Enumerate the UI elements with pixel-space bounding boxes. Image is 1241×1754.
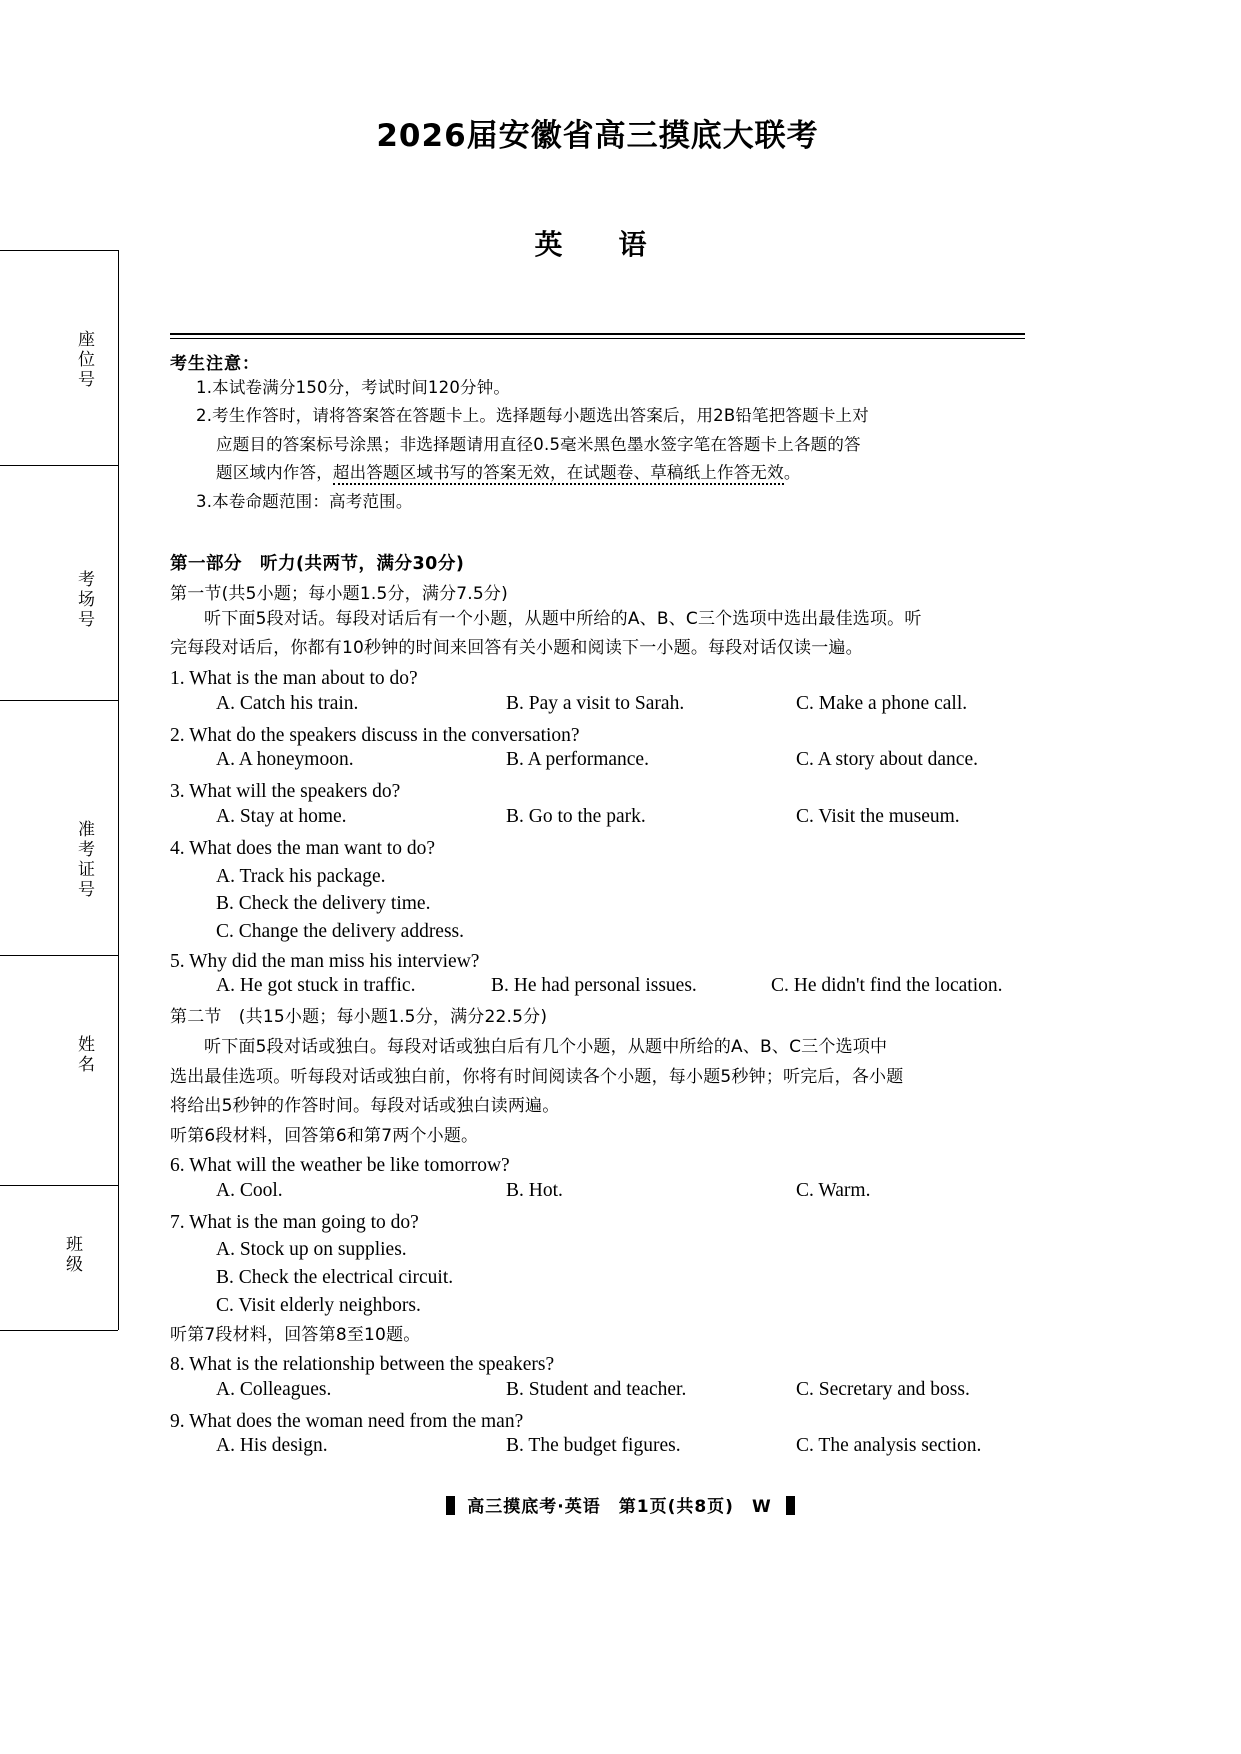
notice-item-2-emphasis: 超出答题区域书写的答案无效，在试题卷、草稿纸上作答无效: [333, 463, 784, 485]
question-stem: [170, 1152, 1025, 1180]
option-a[interactable]: A. Cool.: [216, 1179, 283, 1201]
section-two-intro-line-1: 听下面5段对话或独白。每段对话或独白后有几个小题，从题中所给的A、B、C三个选项中: [204, 1036, 888, 1057]
field-label-exam-room: 考场号: [75, 570, 94, 630]
question-text: What does the woman need from the man?: [189, 1410, 524, 1432]
notice-item-2-line-3a: 题区域内作答，: [216, 463, 333, 483]
notice-item-2-line-1: 2.考生作答时，请将答案答在答题卡上。选择题每小题选出答案后，用2B铅笔把答题卡上对: [196, 406, 869, 426]
option-c[interactable]: C. Visit elderly neighbors.: [216, 1294, 421, 1316]
option-b[interactable]: B. Check the delivery time.: [216, 893, 431, 915]
question-options: [216, 1236, 1025, 1319]
question-number: 4.: [170, 838, 185, 859]
question-stem: [170, 1209, 1025, 1237]
option-b[interactable]: B. He had personal issues.: [491, 975, 697, 997]
question-text: What is the man about to do?: [189, 667, 418, 689]
option-b[interactable]: B. A performance.: [506, 749, 649, 771]
notice-item-1: 1.本试卷满分150分，考试时间120分钟。: [196, 378, 511, 397]
page-footer: [0, 1490, 1241, 1519]
write-line-2: [0, 700, 60, 701]
question-number: 2.: [170, 724, 185, 746]
section-two-heading: 第二节 (共15小题；每小题1.5分，满分22.5分): [170, 1007, 548, 1028]
question-options: [216, 749, 1025, 776]
question-stem: [170, 665, 1025, 693]
question-text: What does the man want to do?: [189, 838, 436, 859]
question-stem: [170, 1351, 1025, 1379]
question-number: 8.: [170, 1354, 185, 1376]
question-options: [216, 1379, 1025, 1406]
question-stem: [170, 948, 1025, 976]
footer-text: 高三摸底考·英语 第1页(共8页) W: [467, 1497, 772, 1517]
question-number: 5.: [170, 950, 185, 972]
question-options: [216, 863, 1025, 946]
write-line-3: [0, 955, 60, 956]
option-a[interactable]: A. Catch his train.: [216, 692, 359, 714]
write-line-4: [0, 1185, 60, 1186]
question-stem: [170, 722, 1025, 750]
question-text: What do the speakers discuss in the conversation?: [189, 724, 580, 746]
strip-divider-line: [118, 250, 119, 1330]
option-c[interactable]: C. The analysis section.: [796, 1435, 982, 1457]
section-one-heading: 第一节(共5小题；每小题1.5分，满分7.5分): [170, 583, 508, 604]
question-options: [216, 806, 1025, 833]
notice-heading: 考生注意：: [170, 354, 260, 374]
option-b[interactable]: B. Go to the park.: [506, 806, 646, 827]
footer-bar-right-icon: [786, 1496, 795, 1515]
section-two-intro-line-2: 选出最佳选项。听每段对话或独白前，你将有时间阅读各个小题，每小题5秒钟；听完后，各小题: [170, 1066, 904, 1087]
option-a[interactable]: A. Stay at home.: [216, 806, 347, 827]
option-b[interactable]: B. Hot.: [506, 1179, 563, 1201]
question-number: 7.: [170, 1211, 185, 1233]
section-one-intro-line-2: 完每段对话后，你都有10秒钟的时间来回答有关小题和阅读下一小题。每段对话仅读一遍。: [170, 638, 863, 659]
question-options: [216, 975, 1025, 1002]
option-b[interactable]: B. Student and teacher.: [506, 1378, 687, 1400]
part-one-heading: 第一部分 听力(共两节，满分30分): [170, 553, 465, 574]
field-label-class: 班级: [63, 1235, 82, 1275]
option-a[interactable]: A. A honeymoon.: [216, 749, 354, 771]
field-label-name: 姓名: [75, 1035, 94, 1075]
write-line-1: [0, 465, 60, 466]
page-title: 2026届安徽省高三摸底大联考: [376, 118, 819, 154]
section-one-intro-line-1: 听下面5段对话。每段对话后有一个小题，从题中所给的A、B、C三个选项中选出最佳选项。听: [204, 608, 922, 629]
option-c[interactable]: C. Make a phone call.: [796, 692, 968, 714]
question-options: [216, 1180, 1025, 1207]
notice-item-2-line-3: [216, 459, 1025, 487]
option-c[interactable]: C. Visit the museum.: [796, 806, 960, 827]
option-c[interactable]: C. Secretary and boss.: [796, 1378, 970, 1400]
question-number: 3.: [170, 781, 185, 803]
field-label-admission-ticket: 准考证号: [75, 820, 94, 900]
question-text: What is the relationship between the speakers?: [189, 1354, 555, 1376]
option-b[interactable]: B. The budget figures.: [506, 1435, 681, 1457]
strip-rule-bottom: [0, 1330, 118, 1331]
question-options: [216, 1435, 1025, 1462]
divider-double-rule: [170, 333, 1025, 339]
option-b[interactable]: B. Pay a visit to Sarah.: [506, 692, 685, 714]
option-a[interactable]: A. Track his package.: [216, 865, 386, 887]
material-6-label: 听第6段材料，回答第6和第7两个小题。: [170, 1125, 479, 1146]
option-a[interactable]: A. His design.: [216, 1435, 328, 1457]
notice-item-3: 3.本卷命题范围：高考范围。: [196, 491, 413, 511]
footer-bar-left-icon: [446, 1496, 455, 1515]
option-a[interactable]: A. Colleagues.: [216, 1378, 332, 1400]
question-stem: [170, 1408, 1025, 1436]
notice-item-2: [196, 402, 1025, 487]
option-a[interactable]: A. He got stuck in traffic.: [216, 975, 416, 997]
field-label-seat-number: 座位号: [75, 330, 94, 390]
question-options: [216, 693, 1025, 720]
option-c[interactable]: C. Change the delivery address.: [216, 921, 465, 943]
question-text: What will the weather be like tomorrow?: [189, 1155, 510, 1177]
notice-item-2-line-2: 应题目的答案标号涂黑；非选择题请用直径0.5毫米黑色墨水签字笔在答题卡上各题的答: [216, 434, 861, 454]
question-number: 9.: [170, 1410, 185, 1432]
question-stem: [170, 778, 1025, 806]
notice-item-2-line-3c: 。: [783, 463, 801, 483]
question-text: Why did the man miss his interview?: [189, 950, 480, 972]
option-c[interactable]: C. He didn't find the location.: [771, 975, 1003, 997]
strip-rule-top: [0, 250, 118, 251]
option-a[interactable]: A. Stock up on supplies.: [216, 1239, 407, 1261]
option-c[interactable]: C. A story about dance.: [796, 749, 978, 771]
question-stem: [170, 835, 1025, 863]
question-text: What is the man going to do?: [189, 1211, 419, 1233]
material-7-label: 听第7段材料，回答第8至10题。: [170, 1324, 421, 1345]
option-b[interactable]: B. Check the electrical circuit.: [216, 1267, 454, 1289]
section-two-intro-line-3: 将给出5秒钟的作答时间。每段对话或独白读两遍。: [170, 1096, 560, 1117]
question-text: What will the speakers do?: [189, 781, 401, 803]
question-number: 1.: [170, 667, 185, 689]
question-number: 6.: [170, 1155, 185, 1177]
subject-title: 英 语: [534, 228, 661, 261]
exam-paper-body: [170, 0, 1025, 1462]
option-c[interactable]: C. Warm.: [796, 1179, 871, 1201]
